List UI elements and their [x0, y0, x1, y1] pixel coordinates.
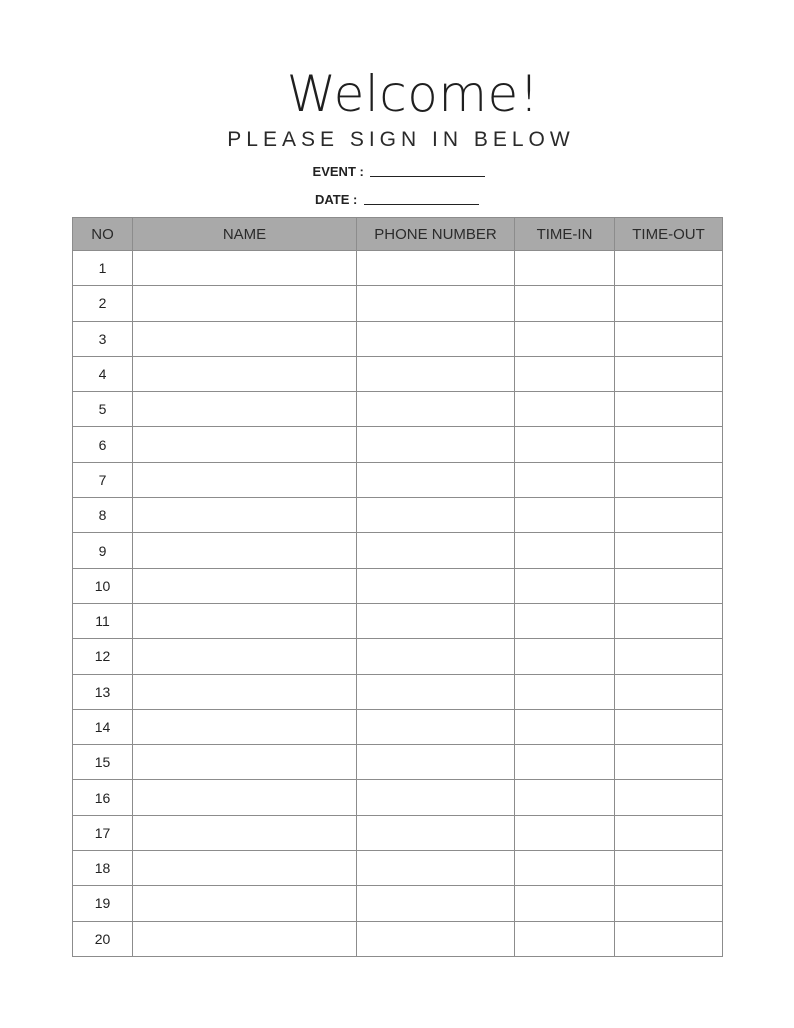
phone-number-cell[interactable] — [357, 251, 515, 286]
phone-number-cell[interactable] — [357, 427, 515, 462]
phone-number-cell[interactable] — [357, 815, 515, 850]
time-in-cell[interactable] — [515, 462, 615, 497]
name-cell[interactable] — [133, 321, 357, 356]
row-number-cell: 12 — [73, 639, 133, 674]
time-in-cell[interactable] — [515, 356, 615, 391]
time-in-cell[interactable] — [515, 674, 615, 709]
row-number-cell: 15 — [73, 745, 133, 780]
row-number-cell: 2 — [73, 286, 133, 321]
phone-number-cell[interactable] — [357, 639, 515, 674]
name-cell[interactable] — [133, 603, 357, 638]
time-in-cell[interactable] — [515, 568, 615, 603]
row-number-cell: 14 — [73, 709, 133, 744]
row-number-cell: 4 — [73, 356, 133, 391]
time-in-cell[interactable] — [515, 498, 615, 533]
time-out-cell[interactable] — [615, 251, 723, 286]
name-cell[interactable] — [133, 639, 357, 674]
time-out-cell[interactable] — [615, 356, 723, 391]
name-cell[interactable] — [133, 251, 357, 286]
time-out-cell[interactable] — [615, 674, 723, 709]
time-out-cell[interactable] — [615, 921, 723, 956]
time-out-cell[interactable] — [615, 321, 723, 356]
name-cell[interactable] — [133, 533, 357, 568]
time-in-cell[interactable] — [515, 533, 615, 568]
time-out-cell[interactable] — [615, 745, 723, 780]
name-cell[interactable] — [133, 815, 357, 850]
time-out-cell[interactable] — [615, 709, 723, 744]
column-header-phone-number: PHONE NUMBER — [357, 218, 515, 251]
phone-number-cell[interactable] — [357, 780, 515, 815]
column-header-name: NAME — [133, 218, 357, 251]
table-body — [73, 251, 723, 957]
time-out-cell[interactable] — [615, 639, 723, 674]
time-in-cell[interactable] — [515, 392, 615, 427]
table-row — [73, 851, 723, 886]
row-number-cell: 7 — [73, 462, 133, 497]
time-in-cell[interactable] — [515, 603, 615, 638]
name-cell[interactable] — [133, 745, 357, 780]
table-row — [73, 603, 723, 638]
time-out-cell[interactable] — [615, 568, 723, 603]
name-cell[interactable] — [133, 356, 357, 391]
name-cell[interactable] — [133, 921, 357, 956]
table-row — [73, 286, 723, 321]
name-cell[interactable] — [133, 462, 357, 497]
table-row — [73, 498, 723, 533]
row-number-cell: 10 — [73, 568, 133, 603]
time-out-cell[interactable] — [615, 462, 723, 497]
time-in-cell[interactable] — [515, 745, 615, 780]
time-in-cell[interactable] — [515, 851, 615, 886]
time-out-cell[interactable] — [615, 815, 723, 850]
column-header-time-in: TIME-IN — [515, 218, 615, 251]
phone-number-cell[interactable] — [357, 321, 515, 356]
table-row — [73, 709, 723, 744]
time-in-cell[interactable] — [515, 321, 615, 356]
phone-number-cell[interactable] — [357, 462, 515, 497]
time-out-cell[interactable] — [615, 498, 723, 533]
row-number-cell: 11 — [73, 603, 133, 638]
phone-number-cell[interactable] — [357, 603, 515, 638]
time-in-cell[interactable] — [515, 815, 615, 850]
name-cell[interactable] — [133, 392, 357, 427]
page-subtitle: PLEASE SIGN IN BELOW — [227, 128, 575, 151]
table-row — [73, 251, 723, 286]
table-row — [73, 780, 723, 815]
event-blank-line[interactable] — [370, 164, 485, 177]
table-row — [73, 745, 723, 780]
time-in-cell[interactable] — [515, 286, 615, 321]
name-cell[interactable] — [133, 780, 357, 815]
phone-number-cell[interactable] — [357, 921, 515, 956]
time-out-cell[interactable] — [615, 886, 723, 921]
table-row — [73, 462, 723, 497]
row-number-cell: 5 — [73, 392, 133, 427]
sign-in-table — [72, 217, 723, 957]
row-number-cell: 19 — [73, 886, 133, 921]
time-in-cell[interactable] — [515, 780, 615, 815]
date-blank-line[interactable] — [364, 192, 479, 205]
row-number-cell: 20 — [73, 921, 133, 956]
date-field — [0, 189, 794, 207]
row-number-cell: 6 — [73, 427, 133, 462]
row-number-cell: 16 — [73, 780, 133, 815]
phone-number-cell[interactable] — [357, 568, 515, 603]
phone-number-cell[interactable] — [357, 709, 515, 744]
table-row — [73, 321, 723, 356]
time-in-cell[interactable] — [515, 709, 615, 744]
table-row — [73, 356, 723, 391]
time-out-cell[interactable] — [615, 851, 723, 886]
table-row — [73, 392, 723, 427]
table-row — [73, 815, 723, 850]
phone-number-cell[interactable] — [357, 533, 515, 568]
row-number-cell: 9 — [73, 533, 133, 568]
table-row — [73, 886, 723, 921]
date-label: DATE : — [315, 192, 361, 207]
row-number-cell: 3 — [73, 321, 133, 356]
time-out-cell[interactable] — [615, 533, 723, 568]
phone-number-cell[interactable] — [357, 745, 515, 780]
event-field — [0, 161, 794, 179]
phone-number-cell[interactable] — [357, 674, 515, 709]
time-in-cell[interactable] — [515, 886, 615, 921]
event-label: EVENT : — [312, 164, 368, 179]
phone-number-cell[interactable] — [357, 286, 515, 321]
time-in-cell[interactable] — [515, 921, 615, 956]
table-row — [73, 568, 723, 603]
name-cell[interactable] — [133, 568, 357, 603]
time-in-cell[interactable] — [515, 427, 615, 462]
name-cell[interactable] — [133, 886, 357, 921]
name-cell[interactable] — [133, 674, 357, 709]
row-number-cell: 8 — [73, 498, 133, 533]
phone-number-cell[interactable] — [357, 392, 515, 427]
name-cell[interactable] — [133, 286, 357, 321]
row-number-cell: 17 — [73, 815, 133, 850]
time-in-cell[interactable] — [515, 639, 615, 674]
row-number-cell: 13 — [73, 674, 133, 709]
row-number-cell: 18 — [73, 851, 133, 886]
time-out-cell[interactable] — [615, 780, 723, 815]
phone-number-cell[interactable] — [357, 851, 515, 886]
time-out-cell[interactable] — [615, 392, 723, 427]
phone-number-cell[interactable] — [357, 498, 515, 533]
time-out-cell[interactable] — [615, 427, 723, 462]
phone-number-cell[interactable] — [357, 356, 515, 391]
page-title: Welcome! — [286, 65, 540, 123]
header-row — [73, 218, 723, 251]
name-cell[interactable] — [133, 851, 357, 886]
table-row — [73, 427, 723, 462]
table-row — [73, 533, 723, 568]
table-row — [73, 639, 723, 674]
column-header-no: NO — [73, 218, 133, 251]
table-row — [73, 674, 723, 709]
name-cell[interactable] — [133, 709, 357, 744]
time-in-cell[interactable] — [515, 251, 615, 286]
name-cell[interactable] — [133, 498, 357, 533]
phone-number-cell[interactable] — [357, 886, 515, 921]
row-number-cell: 1 — [73, 251, 133, 286]
time-out-cell[interactable] — [615, 286, 723, 321]
table-header — [73, 218, 723, 251]
name-cell[interactable] — [133, 427, 357, 462]
table-row — [73, 921, 723, 956]
column-header-time-out: TIME-OUT — [615, 218, 723, 251]
time-out-cell[interactable] — [615, 603, 723, 638]
